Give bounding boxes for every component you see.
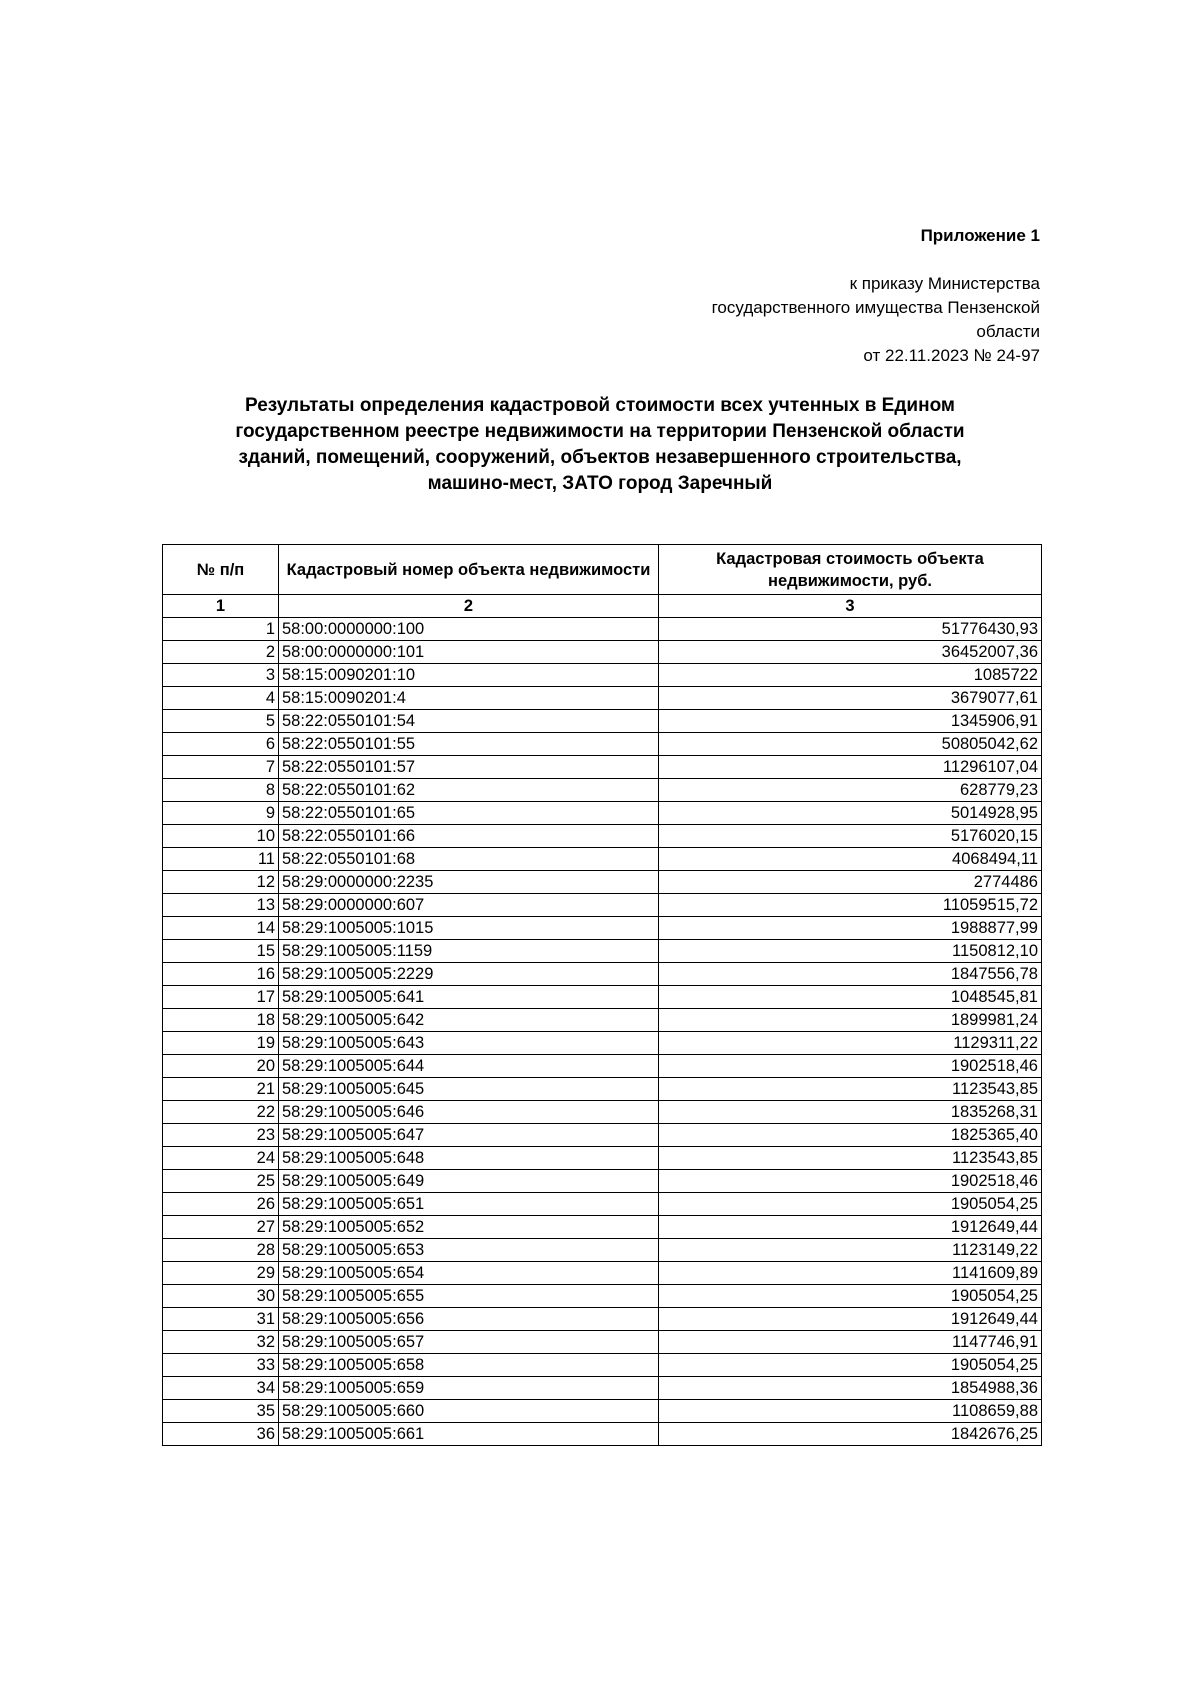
row-number-cell: 16 bbox=[163, 963, 279, 986]
row-number-cell: 9 bbox=[163, 802, 279, 825]
cadastral-value-cell: 1108659,88 bbox=[659, 1400, 1042, 1423]
document-title-line: зданий, помещений, сооружений, объектов незавершенного строительства, bbox=[238, 447, 962, 468]
order-ref-line: к приказу Министерства bbox=[849, 274, 1040, 293]
row-number-cell: 34 bbox=[163, 1377, 279, 1400]
cadastral-number-cell: 58:29:1005005:655 bbox=[279, 1285, 659, 1308]
cadastral-value-cell: 1905054,25 bbox=[659, 1193, 1042, 1216]
cadastral-number-cell: 58:29:1005005:645 bbox=[279, 1078, 659, 1101]
table-row bbox=[163, 1377, 1042, 1400]
row-number-cell: 22 bbox=[163, 1101, 279, 1124]
table-row bbox=[163, 963, 1042, 986]
table-row bbox=[163, 664, 1042, 687]
row-number-cell: 21 bbox=[163, 1078, 279, 1101]
cadastral-number-cell: 58:29:1005005:661 bbox=[279, 1423, 659, 1446]
row-number-cell: 3 bbox=[163, 664, 279, 687]
table-row bbox=[163, 733, 1042, 756]
row-number-cell: 6 bbox=[163, 733, 279, 756]
cadastral-value-cell: 1847556,78 bbox=[659, 963, 1042, 986]
cadastral-value-cell: 1123543,85 bbox=[659, 1147, 1042, 1170]
cadastral-number-cell: 58:29:0000000:2235 bbox=[279, 871, 659, 894]
cadastral-number-cell: 58:29:1005005:653 bbox=[279, 1239, 659, 1262]
row-number-cell: 23 bbox=[163, 1124, 279, 1147]
table-row bbox=[163, 1400, 1042, 1423]
cadastral-value-cell: 5014928,95 bbox=[659, 802, 1042, 825]
cadastral-value-cell: 1988877,99 bbox=[659, 917, 1042, 940]
cadastral-value-cell: 36452007,36 bbox=[659, 641, 1042, 664]
table-row bbox=[163, 1239, 1042, 1262]
table-row bbox=[163, 940, 1042, 963]
table-row bbox=[163, 1331, 1042, 1354]
cadastral-value-cell: 1048545,81 bbox=[659, 986, 1042, 1009]
cadastral-number-cell: 58:29:1005005:652 bbox=[279, 1216, 659, 1239]
row-number-cell: 14 bbox=[163, 917, 279, 940]
cadastral-value-cell: 1902518,46 bbox=[659, 1170, 1042, 1193]
order-ref-line: области bbox=[976, 322, 1040, 341]
cadastral-number-cell: 58:15:0090201:10 bbox=[279, 664, 659, 687]
cadastral-number-cell: 58:29:1005005:1015 bbox=[279, 917, 659, 940]
table-row bbox=[163, 802, 1042, 825]
table-row bbox=[163, 986, 1042, 1009]
row-number-cell: 13 bbox=[163, 894, 279, 917]
row-number-cell: 27 bbox=[163, 1216, 279, 1239]
row-number-cell: 2 bbox=[163, 641, 279, 664]
cadastral-number-cell: 58:22:0550101:65 bbox=[279, 802, 659, 825]
cadastral-number-cell: 58:29:1005005:647 bbox=[279, 1124, 659, 1147]
table-body bbox=[163, 618, 1042, 1446]
cadastral-value-cell: 1147746,91 bbox=[659, 1331, 1042, 1354]
row-number-cell: 26 bbox=[163, 1193, 279, 1216]
table-row bbox=[163, 1423, 1042, 1446]
row-number-cell: 33 bbox=[163, 1354, 279, 1377]
cadastral-value-cell: 1912649,44 bbox=[659, 1308, 1042, 1331]
cadastral-value-cell: 1141609,89 bbox=[659, 1262, 1042, 1285]
cadastral-value-cell: 1825365,40 bbox=[659, 1124, 1042, 1147]
table-row bbox=[163, 1147, 1042, 1170]
cadastral-number-cell: 58:22:0550101:68 bbox=[279, 848, 659, 871]
row-number-cell: 30 bbox=[163, 1285, 279, 1308]
cadastral-value-cell: 3679077,61 bbox=[659, 687, 1042, 710]
row-number-cell: 24 bbox=[163, 1147, 279, 1170]
cadastral-number-cell: 58:29:1005005:646 bbox=[279, 1101, 659, 1124]
appendix-title: Приложение 1 bbox=[920, 226, 1040, 245]
row-number-cell: 28 bbox=[163, 1239, 279, 1262]
cadastral-value-cell: 1123543,85 bbox=[659, 1078, 1042, 1101]
cadastral-value-cell: 628779,23 bbox=[659, 779, 1042, 802]
cadastral-value-cell: 11059515,72 bbox=[659, 894, 1042, 917]
cadastral-value-cell: 1854988,36 bbox=[659, 1377, 1042, 1400]
cadastral-value-cell: 1835268,31 bbox=[659, 1101, 1042, 1124]
cadastral-number-cell: 58:29:1005005:656 bbox=[279, 1308, 659, 1331]
table-row bbox=[163, 1078, 1042, 1101]
row-number-cell: 4 bbox=[163, 687, 279, 710]
row-number-cell: 17 bbox=[163, 986, 279, 1009]
cadastral-value-table bbox=[162, 544, 1042, 1446]
row-number-cell: 20 bbox=[163, 1055, 279, 1078]
table-header-row bbox=[163, 545, 1042, 595]
table-row bbox=[163, 1101, 1042, 1124]
cadastral-number-cell: 58:22:0550101:54 bbox=[279, 710, 659, 733]
order-ref-line: государственного имущества Пензенской bbox=[711, 298, 1040, 317]
cadastral-number-cell: 58:29:1005005:657 bbox=[279, 1331, 659, 1354]
cadastral-value-cell: 5176020,15 bbox=[659, 825, 1042, 848]
row-number-cell: 15 bbox=[163, 940, 279, 963]
table-row bbox=[163, 917, 1042, 940]
cadastral-value-cell: 11296107,04 bbox=[659, 756, 1042, 779]
cadastral-number-cell: 58:29:1005005:1159 bbox=[279, 940, 659, 963]
cadastral-number-cell: 58:29:1005005:659 bbox=[279, 1377, 659, 1400]
header-cadastral-value: Кадастровая стоимость объекта недвижимости, руб. bbox=[659, 545, 1042, 595]
table-row bbox=[163, 1262, 1042, 1285]
cadastral-value-cell: 2774486 bbox=[659, 871, 1042, 894]
column-number: 2 bbox=[279, 595, 659, 618]
column-number: 1 bbox=[163, 595, 279, 618]
table-row bbox=[163, 848, 1042, 871]
row-number-cell: 25 bbox=[163, 1170, 279, 1193]
cadastral-value-cell: 1899981,24 bbox=[659, 1009, 1042, 1032]
table-row bbox=[163, 1055, 1042, 1078]
cadastral-value-cell: 1905054,25 bbox=[659, 1285, 1042, 1308]
header-row-number: № п/п bbox=[163, 545, 279, 595]
document-title-line: государственном реестре недвижимости на территории Пензенской области bbox=[235, 421, 965, 442]
cadastral-value-cell: 51776430,93 bbox=[659, 618, 1042, 641]
document-title-line: машино-мест, ЗАТО город Заречный bbox=[427, 473, 773, 494]
row-number-cell: 36 bbox=[163, 1423, 279, 1446]
table-row bbox=[163, 687, 1042, 710]
cadastral-number-cell: 58:22:0550101:57 bbox=[279, 756, 659, 779]
table-row bbox=[163, 779, 1042, 802]
row-number-cell: 18 bbox=[163, 1009, 279, 1032]
column-number-row bbox=[163, 595, 1042, 618]
cadastral-number-cell: 58:29:1005005:651 bbox=[279, 1193, 659, 1216]
cadastral-number-cell: 58:29:1005005:643 bbox=[279, 1032, 659, 1055]
table-row bbox=[163, 1354, 1042, 1377]
table-row bbox=[163, 1285, 1042, 1308]
cadastral-number-cell: 58:29:1005005:660 bbox=[279, 1400, 659, 1423]
cadastral-number-cell: 58:00:0000000:100 bbox=[279, 618, 659, 641]
table-row bbox=[163, 1216, 1042, 1239]
order-ref-line: от 22.11.2023 № 24-97 bbox=[863, 346, 1040, 365]
document-title-line: Результаты определения кадастровой стоимости всех учтенных в Едином bbox=[245, 395, 955, 416]
table-row bbox=[163, 641, 1042, 664]
cadastral-number-cell: 58:29:1005005:642 bbox=[279, 1009, 659, 1032]
row-number-cell: 31 bbox=[163, 1308, 279, 1331]
table-row bbox=[163, 1193, 1042, 1216]
column-number: 3 bbox=[659, 595, 1042, 618]
cadastral-value-cell: 1912649,44 bbox=[659, 1216, 1042, 1239]
cadastral-number-cell: 58:29:1005005:2229 bbox=[279, 963, 659, 986]
row-number-cell: 29 bbox=[163, 1262, 279, 1285]
cadastral-number-cell: 58:22:0550101:66 bbox=[279, 825, 659, 848]
document-title bbox=[180, 393, 1020, 497]
cadastral-number-cell: 58:29:1005005:648 bbox=[279, 1147, 659, 1170]
table-row bbox=[163, 756, 1042, 779]
table-row bbox=[163, 825, 1042, 848]
table-row bbox=[163, 871, 1042, 894]
table-row bbox=[163, 1032, 1042, 1055]
cadastral-value-cell: 1842676,25 bbox=[659, 1423, 1042, 1446]
row-number-cell: 19 bbox=[163, 1032, 279, 1055]
row-number-cell: 12 bbox=[163, 871, 279, 894]
row-number-cell: 5 bbox=[163, 710, 279, 733]
header-cadastral-number: Кадастровый номер объекта недвижимости bbox=[279, 545, 659, 595]
table-row bbox=[163, 618, 1042, 641]
cadastral-value-cell: 50805042,62 bbox=[659, 733, 1042, 756]
cadastral-value-cell: 4068494,11 bbox=[659, 848, 1042, 871]
row-number-cell: 32 bbox=[163, 1331, 279, 1354]
cadastral-number-cell: 58:29:1005005:658 bbox=[279, 1354, 659, 1377]
cadastral-value-cell: 1905054,25 bbox=[659, 1354, 1042, 1377]
cadastral-value-cell: 1902518,46 bbox=[659, 1055, 1042, 1078]
table-row bbox=[163, 1308, 1042, 1331]
row-number-cell: 11 bbox=[163, 848, 279, 871]
cadastral-number-cell: 58:29:1005005:654 bbox=[279, 1262, 659, 1285]
table-row bbox=[163, 710, 1042, 733]
row-number-cell: 10 bbox=[163, 825, 279, 848]
cadastral-number-cell: 58:15:0090201:4 bbox=[279, 687, 659, 710]
cadastral-number-cell: 58:29:1005005:649 bbox=[279, 1170, 659, 1193]
cadastral-number-cell: 58:22:0550101:62 bbox=[279, 779, 659, 802]
table-row bbox=[163, 1170, 1042, 1193]
cadastral-number-cell: 58:29:1005005:644 bbox=[279, 1055, 659, 1078]
table-row bbox=[163, 1009, 1042, 1032]
cadastral-number-cell: 58:00:0000000:101 bbox=[279, 641, 659, 664]
cadastral-number-cell: 58:29:0000000:607 bbox=[279, 894, 659, 917]
cadastral-value-cell: 1123149,22 bbox=[659, 1239, 1042, 1262]
table-row bbox=[163, 894, 1042, 917]
cadastral-value-cell: 1150812,10 bbox=[659, 940, 1042, 963]
cadastral-number-cell: 58:29:1005005:641 bbox=[279, 986, 659, 1009]
cadastral-value-cell: 1345906,91 bbox=[659, 710, 1042, 733]
order-reference bbox=[712, 272, 1040, 368]
row-number-cell: 7 bbox=[163, 756, 279, 779]
cadastral-value-cell: 1085722 bbox=[659, 664, 1042, 687]
table-row bbox=[163, 1124, 1042, 1147]
row-number-cell: 8 bbox=[163, 779, 279, 802]
row-number-cell: 1 bbox=[163, 618, 279, 641]
row-number-cell: 35 bbox=[163, 1400, 279, 1423]
cadastral-value-cell: 1129311,22 bbox=[659, 1032, 1042, 1055]
cadastral-number-cell: 58:22:0550101:55 bbox=[279, 733, 659, 756]
